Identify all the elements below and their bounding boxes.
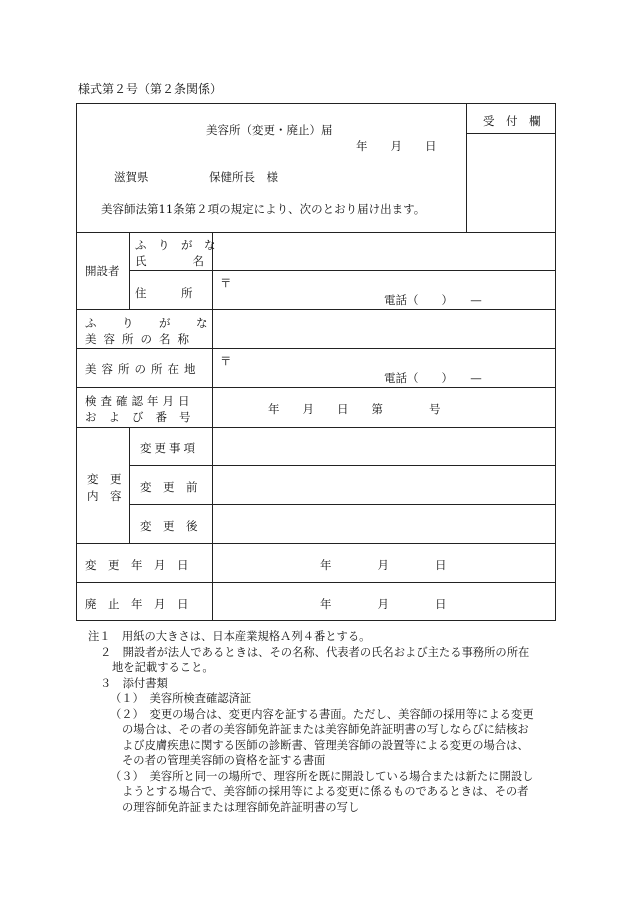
salon-furigana-label: ふ り が な bbox=[85, 316, 215, 330]
note-line: よび皮膚疾患に関する医師の診断書、管理美容師の設置等による変更の場合は、 bbox=[122, 738, 529, 752]
note-line: 注１ 用紙の大きさは、日本産業規格Ａ列４番とする。 bbox=[88, 630, 371, 643]
note-line: 地を記載すること。 bbox=[112, 661, 214, 674]
salon-name-label: 美容所の名称 bbox=[85, 332, 196, 346]
row-line-change-end bbox=[76, 543, 556, 544]
founder-name-label: 氏 名 bbox=[135, 254, 204, 268]
row-line-change-date bbox=[76, 582, 556, 583]
founder-postal-mark: 〒 bbox=[220, 276, 232, 290]
submission-date: 年 月 日 bbox=[356, 139, 437, 153]
note-line: ようとする場合で、美容師の採用等による変更に係るものであるときは、その者 bbox=[122, 785, 529, 798]
inspection-value: 年 月 日 第 号 bbox=[268, 402, 441, 416]
abolish-date-value: 年 月 日 bbox=[320, 597, 447, 611]
note-line: （１） 美容所検査確認済証 bbox=[110, 692, 252, 705]
legal-statement: 美容師法第11条第２項の規定により、次のとおり届け出ます。 bbox=[101, 202, 426, 216]
row-line-founder-end bbox=[76, 309, 556, 310]
prefecture-name: 滋賀県 bbox=[114, 170, 149, 184]
row-line-salon-name bbox=[76, 348, 556, 349]
note-line: （２） 変更の場合は、変更内容を証する書面。ただし、美容師の採用等による変更 bbox=[110, 707, 534, 721]
header-bottom-line bbox=[76, 232, 556, 233]
note-line: の場合は、その者の美容師免許証または美容師免許証明書の写しならびに結核お bbox=[122, 723, 529, 736]
row-line-inspection bbox=[76, 427, 556, 428]
row-line-change-item bbox=[129, 465, 556, 466]
change-date-value: 年 月 日 bbox=[320, 558, 447, 572]
document-title: 美容所（変更・廃止）届 bbox=[206, 123, 333, 137]
form-number-label: 様式第２号（第２条関係） bbox=[78, 82, 223, 96]
inspection-label-line2: および番号 bbox=[85, 410, 203, 424]
note-line: ３ 添付書類 bbox=[100, 676, 168, 690]
change-subcolumn-line bbox=[129, 427, 130, 543]
salon-phone: 電話（ ） — bbox=[384, 371, 482, 385]
reception-divider bbox=[466, 103, 467, 232]
reception-header-line bbox=[466, 133, 556, 134]
founder-furigana-label: ふ り が な bbox=[135, 238, 216, 252]
inspection-label-line1: 検査確認年月日 bbox=[85, 394, 194, 408]
recipient-label: 保健所長 様 bbox=[209, 170, 278, 184]
row-line-name bbox=[129, 270, 556, 271]
row-line-location bbox=[76, 387, 556, 388]
row-line-before bbox=[129, 504, 556, 505]
note-line: ２ 開設者が法人であるときは、その名称、代表者の氏名および主たる事務所の所在 bbox=[100, 645, 530, 659]
note-line: の理容師免許証または理容師免許証明書の写し bbox=[122, 800, 360, 814]
abolish-date-label: 廃 止 年 月 日 bbox=[85, 597, 189, 611]
change-group-label-2: 内 容 bbox=[87, 489, 122, 503]
note-line: （３） 美容所と同一の場所で、理容所を既に開設している場合または新たに開設し bbox=[110, 769, 534, 783]
reception-label: 受 付 欄 bbox=[483, 114, 541, 128]
salon-location-label: 美容所の所在地 bbox=[85, 362, 201, 376]
change-date-label: 変 更 年 月 日 bbox=[85, 558, 189, 572]
change-item-label: 変更事項 bbox=[140, 441, 198, 455]
note-line: その者の管理美容師の資格を証する書面 bbox=[122, 754, 326, 767]
salon-postal-mark: 〒 bbox=[220, 354, 232, 368]
change-after-label: 変 更 後 bbox=[140, 519, 198, 533]
change-group-label-1: 変 更 bbox=[87, 472, 122, 486]
change-before-label: 変 更 前 bbox=[140, 480, 198, 494]
founder-group-label: 開設者 bbox=[85, 264, 120, 278]
founder-phone: 電話（ ） — bbox=[384, 293, 482, 307]
founder-address-label: 住 所 bbox=[135, 286, 193, 300]
